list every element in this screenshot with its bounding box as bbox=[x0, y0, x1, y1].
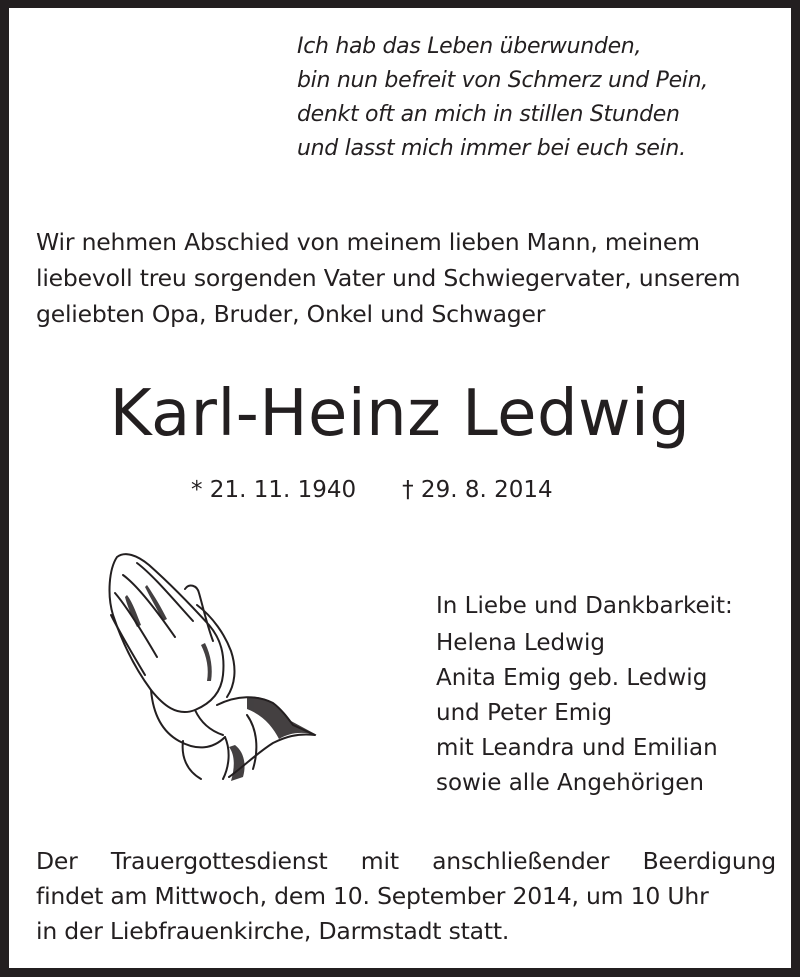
poem-line: bin nun befreit von Schmerz und Pein, bbox=[297, 68, 708, 93]
service-line: in der Liebfrauenkirche, Darmstadt statt. bbox=[36, 917, 510, 945]
praying-hands-icon bbox=[97, 545, 327, 785]
poem-line: Ich hab das Leben überwunden, bbox=[297, 34, 642, 59]
deceased-name: Karl-Heinz Ledwig bbox=[109, 377, 691, 451]
poem-line: denkt oft an mich in stillen Stunden bbox=[297, 102, 680, 127]
service-line: Der Trauergottesdienst mit anschließender Beerdigung bbox=[36, 847, 776, 875]
obituary-notice bbox=[9, 8, 791, 968]
family-member: und Peter Emig bbox=[436, 700, 613, 726]
intro-line: liebevoll treu sorgenden Vater und Schwiegervater, unserem bbox=[36, 264, 741, 292]
intro-line: Wir nehmen Abschied von meinem lieben Mann, meinem bbox=[36, 228, 700, 256]
birth-date: * 21. 11. 1940 bbox=[191, 477, 357, 503]
poem bbox=[297, 30, 708, 166]
service-line: findet am Mittwoch, dem 10. September 2014, um 10 Uhr bbox=[36, 882, 709, 910]
family-signatures bbox=[436, 589, 733, 801]
family-lead: In Liebe und Dankbarkeit: bbox=[436, 593, 733, 619]
funeral-service-info bbox=[36, 844, 776, 949]
intro-line: geliebten Opa, Bruder, Onkel und Schwager bbox=[36, 300, 546, 328]
intro-paragraph bbox=[36, 224, 776, 332]
poem-line: und lasst mich immer bei euch sein. bbox=[297, 136, 686, 161]
family-member: Anita Emig geb. Ledwig bbox=[436, 665, 708, 691]
family-member: Helena Ledwig bbox=[436, 630, 605, 656]
family-member: sowie alle Angehörigen bbox=[436, 770, 704, 796]
death-date: † 29. 8. 2014 bbox=[402, 477, 553, 503]
family-member: mit Leandra und Emilian bbox=[436, 735, 718, 761]
life-dates bbox=[191, 474, 553, 506]
